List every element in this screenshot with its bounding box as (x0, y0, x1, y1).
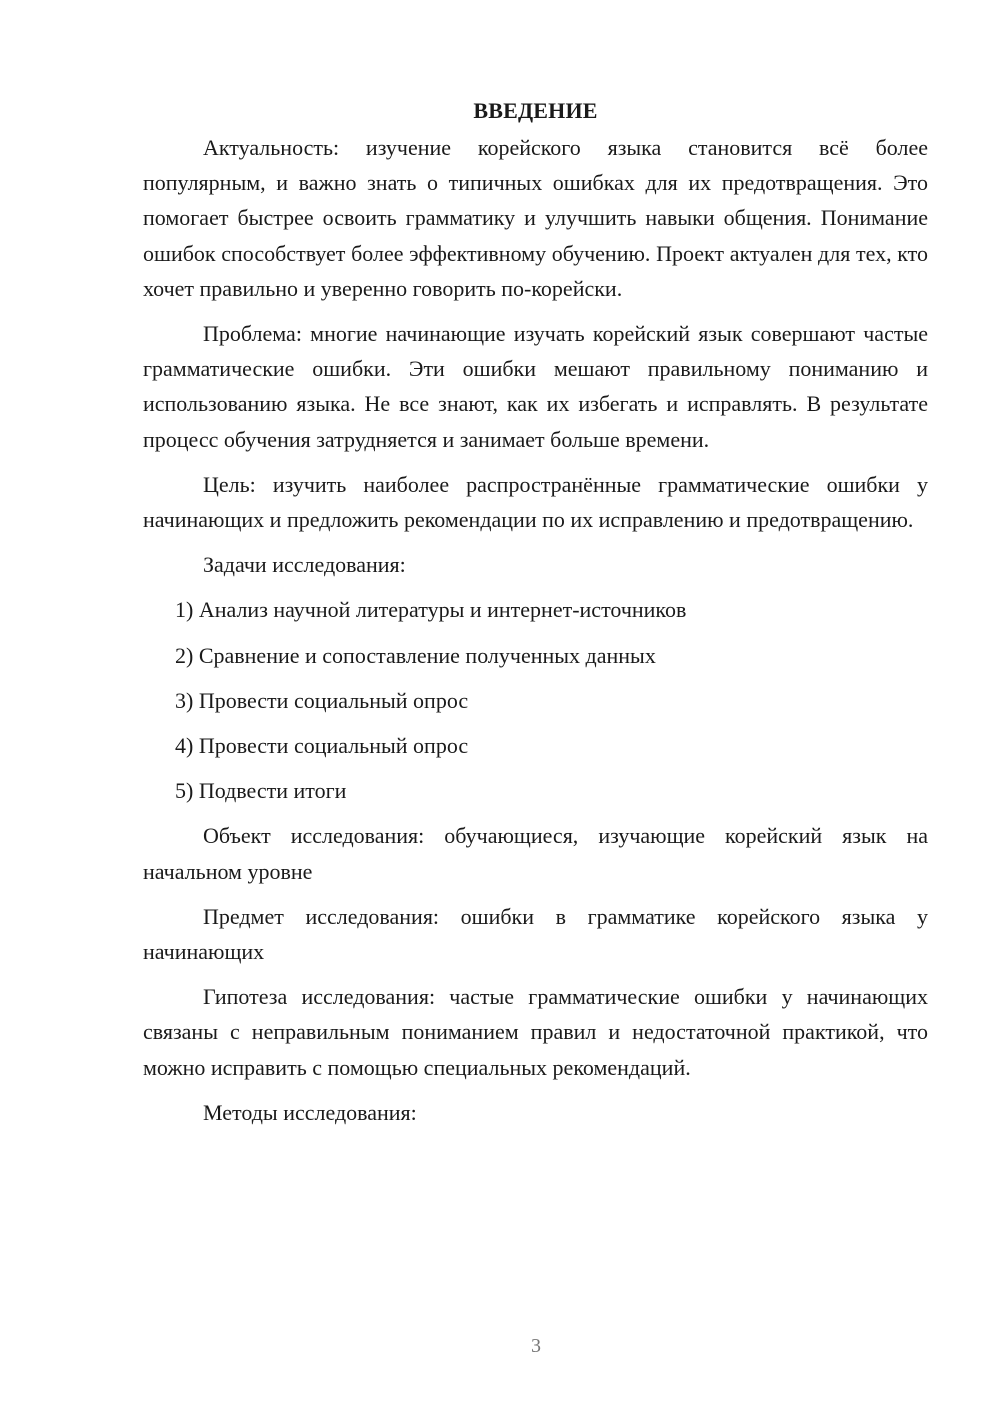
page-content (143, 93, 928, 1140)
list-item: 2) Сравнение и сопоставление полученных данных (175, 642, 656, 668)
problem-paragraph: Проблема: многие начинающие изучать корейский язык совершают частые грамматические ошибки. Эти ошибки мешают правильному пониманию и использованию языка. Не все знают, как их избегать и исправлять. В результате процесс обучения затрудняется и занимает больше времени. (143, 321, 928, 452)
tasks-list (143, 592, 928, 808)
methods-heading: Методы исследования: (203, 1099, 417, 1125)
tasks-heading: Задачи исследования: (203, 552, 406, 578)
relevance-paragraph: Актуальность: изучение корейского языка становится всё более популярным, и важно знать о типичных ошибках для их предотвращения. Это помогает быстрее освоить грамматику и улучшить навыки общения. Понимание ошибок способствует более эффективному обучению. Проект актуален для тех, кто хочет правильно и уверенно говорить по-корейски. (143, 135, 928, 301)
list-item: 3) Провести социальный опрос (175, 687, 469, 713)
hypothesis-paragraph: Гипотеза исследования: частые грамматические ошибки у начинающих связаны с неправильным пониманием правил и недостаточной практикой, что можно исправить с помощью специальных рекомендаций. (143, 984, 928, 1080)
subject-paragraph: Предмет исследования: ошибки в грамматике корейского языка у начинающих (143, 903, 928, 965)
page-number: 3 (531, 1335, 541, 1357)
goal-paragraph: Цель: изучить наиболее распространённые грамматические ошибки у начинающих и предложить рекомендации по их исправлению и предотвращению. (143, 471, 928, 533)
list-item: 4) Провести социальный опрос (175, 733, 469, 759)
list-item: 5) Подвести итоги (175, 778, 347, 804)
list-item: 1) Анализ научной литературы и интернет-источников (175, 597, 687, 623)
object-paragraph: Объект исследования: обучающиеся, изучающие корейский язык на начальном уровне (143, 823, 928, 884)
page-title: ВВЕДЕНИЕ (473, 98, 598, 123)
